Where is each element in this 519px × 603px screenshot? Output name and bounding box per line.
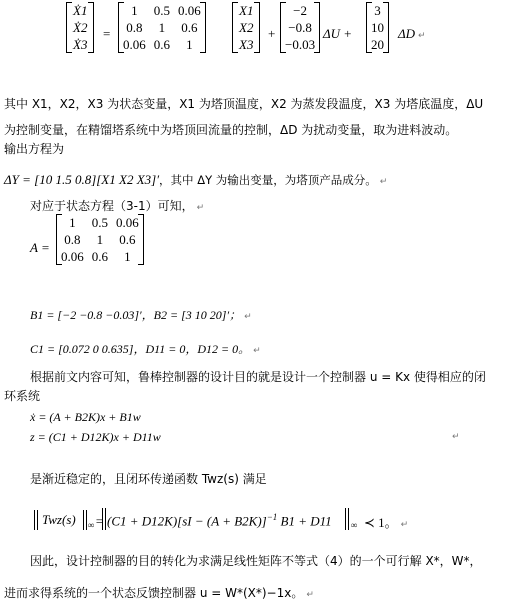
delta-d-label: ΔD [398,26,416,41]
equation-text: z = (C1 + D12K)x + D11w [30,430,161,444]
paragraph-mark: ↵ [400,520,409,530]
matrix-cell: 0.06 [61,248,84,264]
b-text: B1 = [−2 −0.8 −0.03]′，B2 = [3 10 20]′； [30,308,242,322]
paragraph-line: 为控制变量，在精馏塔系统中为塔顶回流量的控制，ΔD 为扰动变量，取为进料波动。 [4,123,458,137]
system-matrix-A [118,2,206,53]
matrix-cell: 0.06 [116,214,139,230]
delta-d-term [398,26,426,42]
matrix-cell: 0.6 [153,36,170,52]
norm-bar [34,510,35,530]
paragraph-mark: ↵ [253,346,261,356]
paragraph-line [4,584,314,601]
matrix-cell: 0.06 [178,2,201,18]
c-text: C1 = [0.072 0 0.635]，D11 = 0，D12 = 0。 [30,342,251,356]
c-definition [30,340,261,357]
output-equation-note: ，其中 ΔY 为输出变量，为塔顶产品成分。 [159,173,377,187]
matrix-A-definition [56,214,144,265]
paragraph-text: 对应于状态方程（3-1）可知， [30,199,194,213]
closed-loop-expression [95,512,332,529]
paragraph-mark [449,424,460,443]
paragraph-line: 输出方程为 [4,142,65,156]
control-vector-B1 [280,2,320,53]
matrix-cell: 1 [96,231,104,247]
lhs-entry: Ẋ2 [73,19,88,35]
matrix-cell: 0.6 [119,231,136,247]
transfer-function: Twz(s) [42,512,76,527]
matrix-cell: 0.6 [91,248,108,264]
norm-bar [348,508,349,530]
norm-bar [83,510,84,530]
expression-body: = (C1 + D12K)[sI − (A + B2K)] [95,513,267,529]
matrix-cell: 0.6 [181,19,198,35]
output-equation-line [4,172,387,188]
matrix-cell: 0.8 [64,231,81,247]
paragraph-mark: ↵ [379,177,388,187]
norm-bar [86,510,87,530]
paragraph-mark: ↵ [306,590,314,600]
matrix-cell: 0.8 [126,19,143,35]
vector-cell: 20 [371,36,384,52]
paragraph-line: 根据前文内容可知，鲁棒控制器的设计目的就是设计一个控制器 u = Kx 使得相应的闭 [30,370,486,384]
closed-loop-equation-1: ẋ = (A + B2K)x + B1w [30,410,141,424]
vector-cell: −0.03 [285,36,316,52]
norm-bar [345,508,346,530]
state-entry: X1 [239,2,254,18]
matrix-cell: 1 [69,214,76,230]
vector-cell: −2 [293,2,307,18]
paragraph-mark: ↵ [418,31,426,41]
expression-rest: B1 + D11 [280,513,332,529]
state-entry: X3 [239,36,254,52]
matrix-cell: 1 [131,2,138,18]
state-vector [232,2,260,53]
matrix-cell: 0.5 [91,214,108,230]
inverse-exponent: −1 [266,512,278,522]
disturbance-vector-B2 [366,2,389,53]
plus-sign: + [268,26,276,41]
vector-cell: 10 [371,19,384,35]
paragraph-text: 进而求得系统的一个状态反馈控制器 u = W*(X*)−1x。 [4,586,304,600]
equals-sign: = [103,26,111,41]
matrix-cell: 1 [158,19,166,35]
matrix-cell: 0.06 [123,36,146,52]
paragraph-line: 因此，设计控制器的目的转化为求满足线性矩阵不等式（4）的一个可行解 X*，W*， [30,554,482,568]
lhs-entry: Ẋ3 [73,36,88,52]
tail-text: ≺ 1。 [364,515,398,530]
lhs-entry: Ẋ1 [73,2,88,18]
inequality-tail [364,512,408,531]
infinity-subscript: ∞ [88,520,95,530]
a-label: A = [30,240,50,255]
matrix-cell: 1 [124,248,131,264]
delta-u-term: ΔU + [323,26,353,41]
closed-loop-equation-2 [30,430,161,445]
vector-cell: 3 [374,2,381,18]
paragraph-line: 环系统 [4,389,41,403]
vector-cell: −0.8 [288,19,312,35]
matrix-cell: 1 [186,36,193,52]
b-definition [30,306,252,323]
norm-bar [37,510,38,530]
paragraph-line: 是渐近稳定的，且闭环传递函数 Twz(s) 满足 [30,472,267,486]
infinity-subscript: ∞ [351,520,358,530]
matrix-cell: 0.5 [153,2,170,18]
paragraph-line [30,197,204,214]
paragraph-line: 其中 X1，X2，X3 为状态变量，X1 为塔顶温度，X2 为蒸发段温度，X3 为塔底温度，ΔU [4,97,484,111]
paragraph-mark-glyph: ↵ [452,432,460,442]
output-equation: ΔY = [10 1.5 0.8][X1 X2 X3]′ [4,172,160,187]
paragraph-mark: ↵ [196,203,205,213]
state-derivative-vector [66,2,94,53]
state-entry: X2 [239,19,254,35]
paragraph-mark: ↵ [244,312,252,322]
